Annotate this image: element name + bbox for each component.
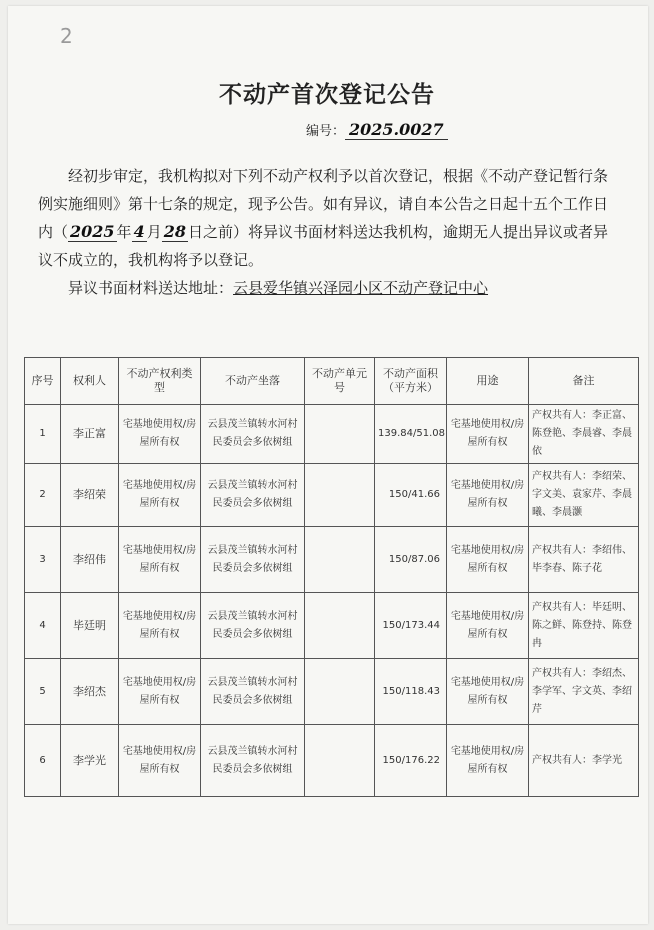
objection-address [38,274,618,302]
cell-location: 云县茂兰镇转水河村民委员会多依树组 [201,464,305,527]
cell-no: 4 [25,593,61,659]
cell-owner: 李绍荣 [61,464,119,527]
cell-usage: 宅基地使用权/房屋所有权 [447,464,529,527]
cell-unit [305,593,375,659]
cell-area: 150/41.66 [375,464,447,527]
property-table [24,357,639,797]
announcement-body [38,162,618,302]
cell-owner: 李绍杰 [61,659,119,725]
table-header-row [25,358,639,405]
col-header: 备注 [529,358,639,405]
number-value: 2025.0027 [345,120,448,140]
table-row [25,464,639,527]
cell-right-type: 宅基地使用权/房屋所有权 [119,405,201,464]
col-header: 权利人 [61,358,119,405]
cell-usage: 宅基地使用权/房屋所有权 [447,405,529,464]
number-label: 编号： [306,124,346,139]
cell-note: 产权共有人：毕廷明、陈之鲜、陈登持、陈登冉 [529,593,639,659]
table-row [25,725,639,797]
cell-right-type: 宅基地使用权/房屋所有权 [119,464,201,527]
cell-usage: 宅基地使用权/房屋所有权 [447,527,529,593]
cell-right-type: 宅基地使用权/房屋所有权 [119,725,201,797]
col-header: 不动产坐落 [201,358,305,405]
cell-unit [305,464,375,527]
cell-area: 150/176.22 [375,725,447,797]
handwritten-corner-mark: 2 [60,24,73,48]
cell-location: 云县茂兰镇转水河村民委员会多依树组 [201,659,305,725]
cell-area: 150/118.43 [375,659,447,725]
cell-area: 150/87.06 [375,527,447,593]
cell-unit [305,659,375,725]
cell-note: 产权共有人：李绍荣、字文美、袁家芹、李晨曦、李晨灏 [529,464,639,527]
cell-note: 产权共有人：李学光 [529,725,639,797]
cell-unit [305,725,375,797]
cell-right-type: 宅基地使用权/房屋所有权 [119,593,201,659]
paragraph-text-part2: 日之前）将异议书面材料送达我机构，逾期无人提出异议或者异议不成立的，我机构将予以登记。 [38,223,608,269]
col-header: 不动产权利类型 [119,358,201,405]
address-label: 异议书面材料送达地址： [68,279,234,297]
deadline-day: 28 [163,222,186,241]
cell-no: 2 [25,464,61,527]
table-row [25,593,639,659]
announcement-paragraph [38,162,618,274]
cell-location: 云县茂兰镇转水河村民委员会多依树组 [201,593,305,659]
cell-usage: 宅基地使用权/房屋所有权 [447,725,529,797]
cell-area: 150/173.44 [375,593,447,659]
cell-area: 139.84/51.08 [375,405,447,464]
cell-unit [305,527,375,593]
table-row [25,405,639,464]
cell-note: 产权共有人：李绍杰、李学军、字文英、李绍芹 [529,659,639,725]
col-header: 不动产单元号 [305,358,375,405]
deadline-year: 2025 [70,222,115,241]
address-value: 云县爱华镇兴泽园小区不动产登记中心 [233,279,489,297]
year-suffix: 年 [116,223,132,241]
cell-unit [305,405,375,464]
cell-right-type: 宅基地使用权/房屋所有权 [119,659,201,725]
cell-note: 产权共有人：李正富、陈登艳、李晨睿、李晨依 [529,405,639,464]
cell-location: 云县茂兰镇转水河村民委员会多依树组 [201,527,305,593]
cell-usage: 宅基地使用权/房屋所有权 [447,593,529,659]
col-header: 序号 [25,358,61,405]
cell-no: 6 [25,725,61,797]
cell-owner: 毕廷明 [61,593,119,659]
cell-no: 5 [25,659,61,725]
cell-owner: 李学光 [61,725,119,797]
cell-location: 云县茂兰镇转水河村民委员会多依树组 [201,405,305,464]
col-header: 用途 [447,358,529,405]
cell-no: 1 [25,405,61,464]
cell-owner: 李正富 [61,405,119,464]
cell-owner: 李绍伟 [61,527,119,593]
page-title: 不动产首次登记公告 [219,82,435,108]
cell-note: 产权共有人：李绍伟、毕李春、陈子花 [529,527,639,593]
cell-location: 云县茂兰镇转水河村民委员会多依树组 [201,725,305,797]
cell-usage: 宅基地使用权/房屋所有权 [447,659,529,725]
table-row [25,527,639,593]
table-row [25,659,639,725]
cell-right-type: 宅基地使用权/房屋所有权 [119,527,201,593]
deadline-month: 4 [133,222,145,241]
cell-no: 3 [25,527,61,593]
paragraph-text-part1: 经初步审定，我机构拟对下列不动产权利予以首次登记，根据《不动产登记暂行条例实施细则》第十七条的规定，现予公告。如有异议，请自本公告之日起十五个工作日内（ [38,167,609,241]
month-suffix: 月 [146,223,162,241]
document-number [306,120,448,139]
col-header: 不动产面积（平方米） [375,358,447,405]
